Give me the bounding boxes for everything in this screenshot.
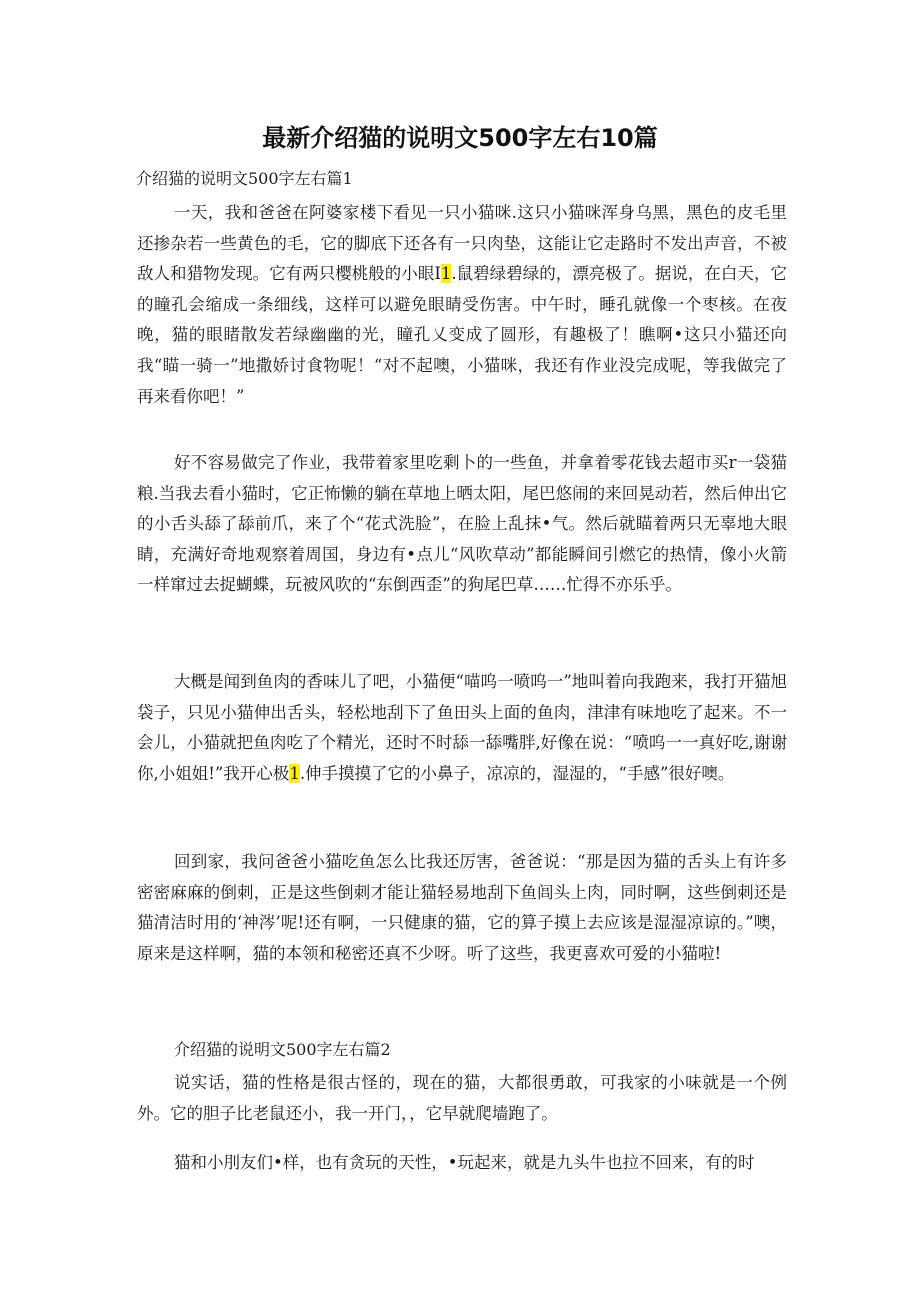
section-heading-2: 介绍猫的说明文500字左右篇2 (174, 1040, 391, 1059)
paragraph-2-text: 好不容易做完了作业，我带着家里吃剩卜的一些鱼，并拿着零花钱去超市买r一袋猫粮.当我去看小猫时，它正怖懒的躺在草地上晒太阳，尾巴悠闹的来回晃动若，然后伸出它的小舌头舔了舔前爪，来了个“花式洗脸”，在脸上乱抹•气。然后就瞄着两只无辜地大眼睛，充满好奇地观察着周国，身边有•点儿“风吹草动”都能瞬间引燃它的热情，像小火箭一样窜过去捉蝴蝶，玩被风吹的“东倒西歪”的狗尾巴草……忙得不亦乐乎。 (137, 453, 787, 595)
paragraph-2 (137, 448, 787, 601)
paragraph-3-highlight: 1 (289, 763, 300, 783)
section-heading-1: 介绍猫的说明文500字左右篇1 (136, 169, 353, 188)
paragraph-5-text: 说实话，猫的性格是很古怪的，现在的猫，大都很勇敢，可我家的小味就是一个例外。它的胆子比老鼠还小，我一开门，，它早就爬墙跑了。 (137, 1073, 787, 1123)
document-title: 最新介绍猫的说明文500字左右10篇 (262, 124, 658, 152)
paragraph-4-text: 回到家，我问爸爸小猫吃鱼怎么比我还厉害，爸爸说：“那是因为猫的舌头上有许多密密麻麻的倒刺，正是这些倒刺才能让猫轻易地刮下鱼闾头上肉，同时啊，这些倒刺还是猫清洁时用的‘神涔’呢!还有啊，一只健康的猫，它的算子摸上去应该是湿湿凉谅的。”噢，原来是这样啊，猫的本领和秘密还真不少呀。听了这些，我更喜欢可爱的小猫啦! (137, 852, 787, 963)
paragraph-4 (137, 847, 787, 969)
paragraph-1-highlight: 1 (440, 264, 452, 284)
paragraph-1-text-b: .鼠碧绿碧绿的，漂亮极了。据说，在白天，它的瞳孔会缩成一条细线，这样可以避免眼睛受伤害。中午时，睡孔就像一个枣核。在夜晚，猫的眼睹散发若绿幽幽的光，瞳孔乂变成了圆形，有趣极了！瞧啊•这只小猫还向我“瞄一骑一”地撒娇讨食物呢！“对不起噢，小猫咪，我还有作业没完成呢，等我做完了再来看你吧！” (137, 264, 787, 406)
paragraph-1-text-a: 一天，我和爸爸在阿婆家楼下看见一只小猫咪.这只小猫咪浑身乌黑，黑色的皮毛里还掺杂若一些黄色的毛，它的脚底下还各有一只肉垫，这能让它走路时不发出声音，不被敌人和猎物发现。它有两只樱桃般的小眼I (137, 203, 787, 284)
paragraph-3 (137, 667, 787, 789)
paragraph-6-text: 猫和小刖友们•样，也有贪玩的天性，•玩起来，就是九头牛也拉不回来，有的时 (174, 1153, 755, 1172)
paragraph-3-text-b: .伸手摸摸了它的小鼻子，凉凉的，湿湿的，“手感”很好噢。 (299, 763, 735, 783)
paragraph-6 (137, 1148, 787, 1179)
paragraph-3-text-a: 大概是闻到鱼肉的香味儿了吧，小猫便“喵呜一喷呜一”地叫着向我跑来，我打开猫旭袋子，只见小猫伸出舌头，轻松地刮下了鱼田头上面的鱼肉，津津有味地吃了起来。不一会儿，小猫就把鱼肉吃了个精光，还时不时舔一舔嘴胖,好像在说：“喷呜一一真好吃,谢谢你,小姐姐!”我开心极 (137, 672, 787, 783)
paragraph-1 (137, 198, 787, 412)
paragraph-5 (137, 1068, 787, 1129)
